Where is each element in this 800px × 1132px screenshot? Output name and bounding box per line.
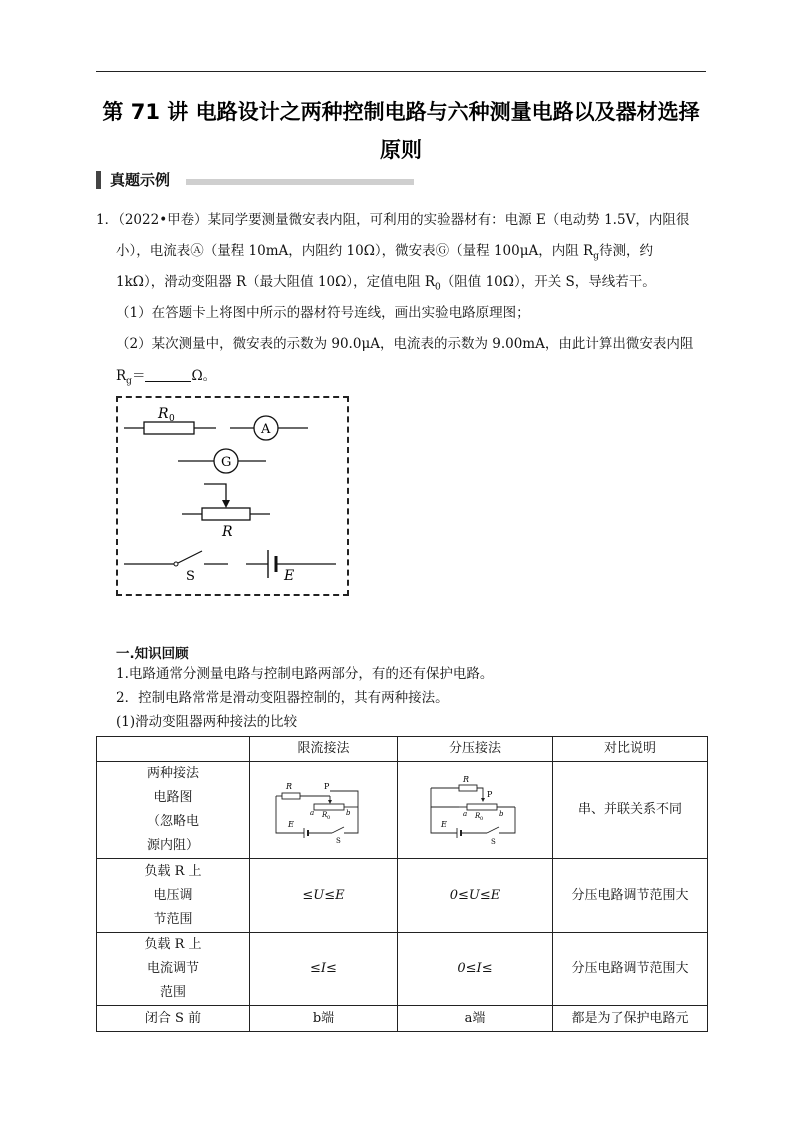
table-row-voltage	[97, 859, 708, 933]
row-label-line: 电路图	[153, 790, 193, 805]
row-label-cell	[97, 933, 250, 1006]
table-header-cell: 对比说明	[553, 737, 708, 762]
page-title-line2: 原则	[380, 138, 422, 162]
rheostat-symbol	[182, 484, 270, 540]
question-part2: （2）某次测量中，微安表的示数为 90.0μA，电流表的示数为 9.00mA，由此计算出微安表内阻	[116, 336, 694, 352]
svg-text:E: E	[441, 820, 447, 829]
page-title-line1: 第 71 讲 电路设计之两种控制电路与六种测量电路以及器材选择	[102, 100, 700, 124]
row-label-line: 范围	[159, 985, 186, 1000]
row-label-cell: 闭合 S 前	[97, 1006, 250, 1032]
section-underline	[186, 179, 414, 185]
table-header-cell: 限流接法	[250, 737, 398, 762]
limit-circuit-cell	[250, 762, 398, 859]
svg-text:0: 0	[169, 414, 175, 424]
comparison-table	[96, 736, 708, 1032]
ammeter-symbol	[230, 416, 308, 440]
section-marker	[96, 171, 101, 189]
note-cell: 都是为了保护电路元	[553, 1006, 708, 1032]
svg-text:R: R	[285, 782, 292, 791]
fixed-resistor-r0	[124, 406, 216, 434]
svg-text:b: b	[499, 810, 504, 818]
r0-label: R	[158, 406, 169, 422]
divider-before-close-cell: a端	[398, 1006, 553, 1032]
battery-symbol	[246, 550, 336, 584]
divider-circuit-diagram	[423, 773, 527, 847]
svg-text:S: S	[335, 837, 341, 845]
table-header-cell: 分压接法	[398, 737, 553, 762]
knowledge-p2: 2．控制电路常常是滑动变阻器控制的，其有两种接法。	[116, 690, 449, 706]
galvanometer-label: G	[221, 455, 232, 470]
table-row-before-close	[97, 1006, 708, 1032]
svg-text:b: b	[345, 809, 350, 817]
row-label-line: 节范围	[153, 911, 193, 927]
svg-text:E: E	[287, 820, 294, 829]
table-header-row	[97, 737, 708, 762]
limit-current-cell: ≤I≤	[250, 933, 398, 1006]
question-line2: 小），电流表Ⓐ（量程 10mA，内阻约 10Ω），微安表Ⓖ（量程 100μA，内阻 $R_g$待测，约	[116, 243, 653, 262]
divider-current-cell: 0≤I≤	[398, 933, 553, 1006]
answer-blank	[145, 367, 191, 382]
table-row-current	[97, 933, 708, 1006]
switch-symbol	[124, 551, 228, 584]
svg-text:R: R	[475, 812, 481, 820]
row-label-line: 源内阻）	[146, 838, 199, 853]
knowledge-p3: (1)滑动变阻器两种接法的比较	[116, 714, 298, 730]
svg-text:0: 0	[480, 816, 484, 822]
note-cell: 分压电路调节范围大	[553, 933, 708, 1006]
row-label-line: （忽略电	[146, 814, 199, 829]
switch-label: S	[186, 569, 195, 584]
question-part1: （1）在答题卡上将图中所示的器材符号连线，画出实验电路原理图；	[116, 305, 530, 321]
limit-circuit-diagram	[274, 775, 374, 845]
question-line1: 1．（2022•甲卷）某同学要测量微安表内阻，可利用的实验器材有：电源 E（电动势 1.5V，内阻很	[96, 212, 690, 228]
component-figure-box	[116, 396, 349, 596]
svg-text:a: a	[309, 809, 314, 817]
svg-text:S: S	[491, 838, 496, 846]
note-cell: 分压电路调节范围大	[553, 859, 708, 933]
top-rule	[96, 71, 706, 72]
row-label-line: 负载 R 上	[144, 937, 202, 952]
component-figure	[118, 398, 347, 594]
divider-voltage-cell: 0≤U≤E	[398, 859, 553, 933]
knowledge-heading: 一.知识回顾	[116, 646, 189, 662]
galvanometer-symbol	[178, 449, 266, 473]
limit-voltage-cell: ≤U≤E	[250, 859, 398, 933]
battery-label: E	[284, 568, 295, 584]
note-cell: 串、并联关系不同	[553, 762, 708, 859]
question-line3: 1kΩ），滑动变阻器 R（最大阻值 10Ω），定值电阻 $R_0$（阻值 10Ω），开关 S，导线若干。	[116, 274, 656, 293]
svg-text:P: P	[487, 790, 493, 799]
knowledge-p1: 1.电路通常分测量电路与控制电路两部分，有的还有保护电路。	[116, 666, 494, 682]
svg-text:P: P	[323, 782, 329, 791]
ammeter-label: A	[261, 422, 271, 437]
row-label-line: 两种接法	[146, 766, 199, 781]
row-label-line: 电流调节	[146, 961, 199, 976]
row-label-line: 电压调	[153, 887, 193, 903]
svg-text:R: R	[321, 811, 327, 819]
rheostat-label: R	[222, 524, 233, 540]
svg-text:0: 0	[326, 815, 330, 821]
row-label-line: 负载 R 上	[144, 863, 202, 879]
table-row-diagram	[97, 762, 708, 859]
section-title: 真题示例	[110, 171, 171, 189]
row-label-cell	[97, 859, 250, 933]
row-label-cell	[97, 762, 250, 859]
divider-circuit-cell	[398, 762, 553, 859]
table-header-cell	[97, 737, 250, 762]
answer-line: $R_g= \Omega$。	[116, 368, 217, 387]
svg-text:a: a	[463, 810, 468, 818]
limit-before-close-cell: b端	[250, 1006, 398, 1032]
svg-text:R: R	[463, 775, 470, 784]
